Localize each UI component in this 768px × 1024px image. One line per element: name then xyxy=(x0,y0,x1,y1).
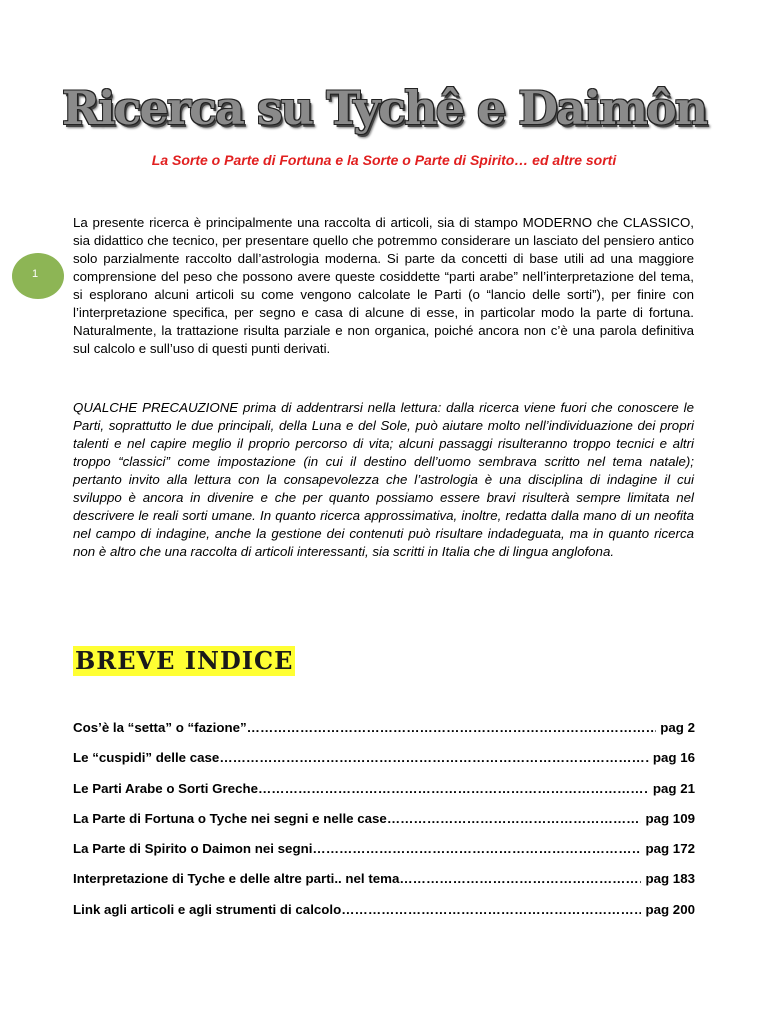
toc-leader-dots xyxy=(341,902,641,917)
page-title: Ricerca su Tychê e Daimôn xyxy=(61,81,707,135)
toc-entry-page: pag 183 xyxy=(645,871,695,887)
subtitle: La Sorte o Parte di Fortuna e la Sorte o Parte di Spirito… ed altre sorti xyxy=(151,152,617,168)
toc-entry-label: Cos’è la “setta” o “fazione” xyxy=(73,720,247,735)
toc-entry[interactable] xyxy=(73,781,695,811)
toc-leader-dots xyxy=(219,750,649,765)
toc-entry-label: La Parte di Spirito o Daimon nei segni xyxy=(73,841,313,857)
toc-entry-label: Link agli articoli e agli strumenti di calcolo xyxy=(73,901,342,917)
toc-leader-dots xyxy=(258,781,649,796)
toc-entry-page: pag 16 xyxy=(652,750,695,766)
table-of-contents xyxy=(73,720,695,932)
page-number-badge: 1 xyxy=(12,253,64,299)
toc-entry-label: La Parte di Fortuna o Tyche nei segni e nelle case xyxy=(73,810,387,826)
toc-entry-page: pag 109 xyxy=(645,810,695,826)
toc-entry-page: pag 200 xyxy=(645,901,695,917)
toc-entry[interactable] xyxy=(73,902,695,932)
toc-entry-label: Interpretazione di Tyche e delle altre parti.. nel tema xyxy=(73,871,400,887)
toc-entry[interactable] xyxy=(73,871,695,901)
toc-entry-label: Le “cuspidi” delle case xyxy=(73,750,220,766)
toc-leader-dots xyxy=(387,811,642,826)
toc-entry[interactable] xyxy=(73,841,695,871)
index-heading: BREVE INDICE xyxy=(75,646,294,675)
toc-leader-dots xyxy=(312,841,641,856)
toc-entry-label: Le Parti Arabe o Sorti Greche xyxy=(73,780,258,796)
toc-entry[interactable] xyxy=(73,750,695,780)
toc-entry-page: pag 21 xyxy=(652,780,695,796)
toc-entry-page: pag 2 xyxy=(660,720,695,735)
intro-paragraph: La presente ricerca è principalmente una raccolta di articoli, sia di stampo MODERNO che CLASSICO, sia didattico che tecnico, per presentare quello che potremmo considerare un lasciato del pensiero antico solo parzialmente raccolto dall’astrologia moderna. Si parte da concetti di base utili ad una maggiore comprensione del peso che possono avere queste cosiddette “parti arabe” nell’interpretazione del tema, si esplorano alcuni articoli su come vengono calcolate le Parti (o “lancio delle sorti”), per finire con l’interpretazione specifica, per segno e casa di alcune di esse, in particolar modo la parte di fortuna. Naturalmente, la trattazione risulta parziale e non organica, poiché ancora non c’è una parola definitiva sul calcolo e sull’uso di questi punti derivati. xyxy=(73,215,694,356)
toc-leader-dots xyxy=(247,720,657,735)
toc-leader-dots xyxy=(399,871,641,886)
toc-entry[interactable] xyxy=(73,811,695,841)
toc-entry[interactable] xyxy=(73,720,695,750)
precaution-paragraph: QUALCHE PRECAUZIONE prima di addentrarsi nella lettura: dalla ricerca viene fuori che conoscere le Parti, soprattutto le due principali, della Luna e del Sole, può aiutare molto nell’individuazione dei propri talenti e nel capire meglio il proprio percorso di vita; alcuni passaggi risulteranno troppo tecnici e altri troppo “classici” come impostazione (in cui il destino dell’uomo sembrava scritto nel tema natale); pertanto invito alla lettura con la consapevolezza che l’astrologia è una disciplina di indagine il cui sviluppo è ancora in divenire e che per quanto possiamo essere bravi risulterà sempre limitata nel descrivere le reali sorti umane. In quanto ricerca approssimativa, inoltre, redatta dalla mano di un neofita nel campo di indagine, anche la gestione dei contenuti può risultare indadeguata, ma in quanto ricerca non è altro che una raccolta di articoli interessanti, sia scritti in Italia che di lingua anglofona. xyxy=(73,400,694,559)
toc-entry-page: pag 172 xyxy=(645,841,695,857)
